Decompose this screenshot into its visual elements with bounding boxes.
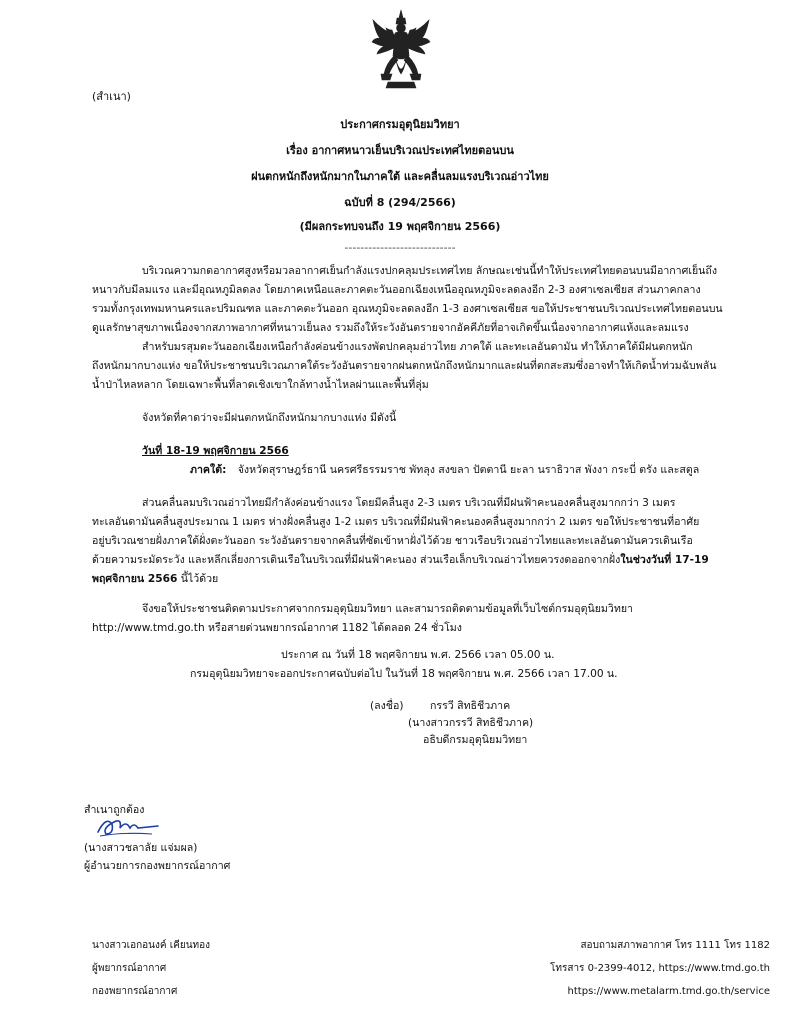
para3-tail: นี้ไว้ด้วย xyxy=(177,573,219,585)
para2-line: ถึงหนักมากบางแห่ง ขอให้ประชาชนบริเวณภาคใต้ระวังอันตรายจากฝนตกหนักถึงหนักมากและฝนที่ตกสะสมซึ่งอาจทำให้เกิดน้ำท่วมฉับพลัน xyxy=(92,360,717,372)
subject-line-1: เรื่อง อากาศหนาวเย็นบริเวณประเทศไทยตอนบน xyxy=(286,144,514,157)
paragraph-monsoon-rain xyxy=(92,338,717,395)
para1-line: บริเวณความกดอากาศสูงหรือมวลอากาศเย็นกำลังแรงปกคลุมประเทศไทย ลักษณะเช่นนี้ทำให้ประเทศไทยตอนบนมีอากาศเย็นถึง xyxy=(142,265,718,277)
paragraph-cold-weather xyxy=(92,262,723,338)
signer-position: อธิบดีกรมอุตุนิยมวิทยา xyxy=(423,734,528,746)
contact-phone: สอบถามสภาพอากาศ โทร 1111 โทร 1182 xyxy=(580,940,770,951)
para3-line-4-text: ด้วยความระมัดระวัง และหลีกเลี่ยงการเดินเรือในบริเวณที่มีฝนฟ้าคะนอง ส่วนเรือเล็กบริเวณอ่าวไทยควรงดออกจากฝั่ง xyxy=(92,554,621,566)
effective-period: (มีผลกระทบจนถึง 19 พฤศจิกายน 2566) xyxy=(299,220,501,233)
paragraph-sea-waves xyxy=(92,494,712,589)
forecaster-title: ผู้พยากรณ์อากาศ xyxy=(92,963,167,974)
announcement-date: ประกาศ ณ วันที่ 18 พฤศจิกายน พ.ศ. 2566 เวลา 05.00 น. xyxy=(281,649,555,661)
date-heading: วันที่ 18-19 พฤศจิกายน 2566 xyxy=(142,445,289,457)
para4-line-1: จึงขอให้ประชาชนติดตามประกาศจากกรมอุตุนิยมวิทยา และสามารถติดตามข้อมูลที่เว็บไซต์กรมอุตุนิยมวิทยา xyxy=(142,603,634,615)
announcement-title: ประกาศกรมอุตุนิยมวิทยา xyxy=(340,118,460,131)
divider: ---------------------------- xyxy=(344,241,456,254)
contact-fax-web: โทรสาร 0-2399-4012, https://www.tmd.go.th xyxy=(550,963,770,974)
para3-bold-date-b: พฤศจิกายน 2566 xyxy=(92,573,178,585)
forecaster-name: นางสาวเอกอนงค์ เคียนทอง xyxy=(92,940,211,951)
contact-metalarm-link[interactable]: https://www.metalarm.tmd.go.th/service xyxy=(567,986,770,997)
region-provinces: จังหวัดสุราษฎร์ธานี นครศรีธรรมราช พัทลุง สงขลา ปัตตานี ยะลา นราธิวาส พังงา กระบี่ ตรัง และสตูล xyxy=(237,464,700,476)
next-issue-notice: กรมอุตุนิยมวิทยาจะออกประกาศฉบับต่อไป ในวันที่ 18 พฤศจิกายน พ.ศ. 2566 เวลา 17.00 น. xyxy=(190,668,618,680)
para1-line: ดูแลรักษาสุขภาพเนื่องจากสภาพอากาศที่หนาวเย็นลง รวมถึงให้ระวังอันตรายจากอัคคีภัยที่อาจเกิดขึ้นเนื่องจากอากาศแห้งและลมแรง xyxy=(92,322,689,334)
certified-label: สำเนาถูกต้อง xyxy=(84,804,145,816)
forecaster-division: กองพยากรณ์อากาศ xyxy=(92,986,178,997)
signed-name: กรรวี สิทธิชีวภาค xyxy=(430,700,511,712)
paragraph-follow-updates xyxy=(92,600,712,638)
para4-line-2: http://www.tmd.go.th หรือสายด่วนพยากรณ์อากาศ 1182 ได้ตลอด 24 ชั่วโมง xyxy=(92,622,462,634)
para3-line-5 xyxy=(92,570,712,589)
para2-line: สำหรับมรสุมตะวันออกเฉียงเหนือกำลังค่อนข้างแรงพัดปกคลุมอ่าวไทย ภาคใต้ และทะเลอันดามัน ทำให้ภาคใต้มีฝนตกหนัก xyxy=(142,341,693,353)
garuda-emblem xyxy=(370,8,432,92)
subject-line-2: ฝนตกหนักถึงหนักมากในภาคใต้ และคลื่นลมแรงบริเวณอ่าวไทย xyxy=(251,170,549,183)
para3-line: ทะเลอันดามันคลื่นสูงประมาณ 1 เมตร ห่างฝั่งคลื่นสูง 1-2 เมตร บริเวณที่มีฝนฟ้าคะนองคลื่นสูงมากกว่า 2 เมตร ขอให้ประชาชนที่อาศัย xyxy=(92,516,700,528)
region-label: ภาคใต้: xyxy=(190,464,227,476)
para3-line-4 xyxy=(92,551,712,570)
certified-name: (นางสาวชลาลัย แจ่มผล) xyxy=(84,842,198,854)
signed-label: (ลงชื่อ) xyxy=(370,700,404,712)
para3-line: ส่วนคลื่นลมบริเวณอ่าวไทยมีกำลังค่อนข้างแรง โดยมีคลื่นสูง 2-3 เมตร บริเวณที่มีฝนฟ้าคะนองคลื่นสูงมากกว่า 3 เมตร xyxy=(142,497,676,509)
signer-full-name: (นางสาวกรรวี สิทธิชีวภาค) xyxy=(408,717,534,729)
provinces-intro: จังหวัดที่คาดว่าจะมีฝนตกหนักถึงหนักมากบางแห่ง มีดังนี้ xyxy=(142,412,397,424)
para3-line: อยู่บริเวณชายฝั่งภาคใต้ฝั่งตะวันออก ระวังอันตรายจากคลื่นที่ซัดเข้าหาฝั่งไว้ด้วย ชาวเรือบริเวณอ่าวไทยและทะเลอันดามันควรเดินเรือ xyxy=(92,535,693,547)
copy-mark: (สำเนา) xyxy=(92,90,131,103)
para1-line: รวมทั้งกรุงเทพมหานครและปริมณฑล และภาคตะวันออก อุณหภูมิจะลดลงอีก 1-3 องศาเซลเซียส ขอให้ประชาชนบริเวณประเทศไทยตอนบน xyxy=(92,303,723,315)
certified-position: ผู้อำนวยการกองพยากรณ์อากาศ xyxy=(84,860,231,872)
region-line xyxy=(190,462,699,478)
issue-number: ฉบับที่ 8 (294/2566) xyxy=(344,196,456,209)
para3-bold-date-a: ในช่วงวันที่ 17-19 xyxy=(620,554,709,566)
para1-line: หนาวกับมีลมแรง และมีอุณหภูมิลดลง โดยภาคเหนือและภาคตะวันออกเฉียงเหนืออุณหภูมิจะลดลงอีก 2-3 องศาเซลเซียส ส่วนภาคกลาง xyxy=(92,284,701,296)
handwritten-signature xyxy=(92,812,162,840)
para2-line: น้ำป่าไหลหลาก โดยเฉพาะพื้นที่ลาดเชิงเขาใกล้ทางน้ำไหลผ่านและพื้นที่ลุ่ม xyxy=(92,379,429,391)
